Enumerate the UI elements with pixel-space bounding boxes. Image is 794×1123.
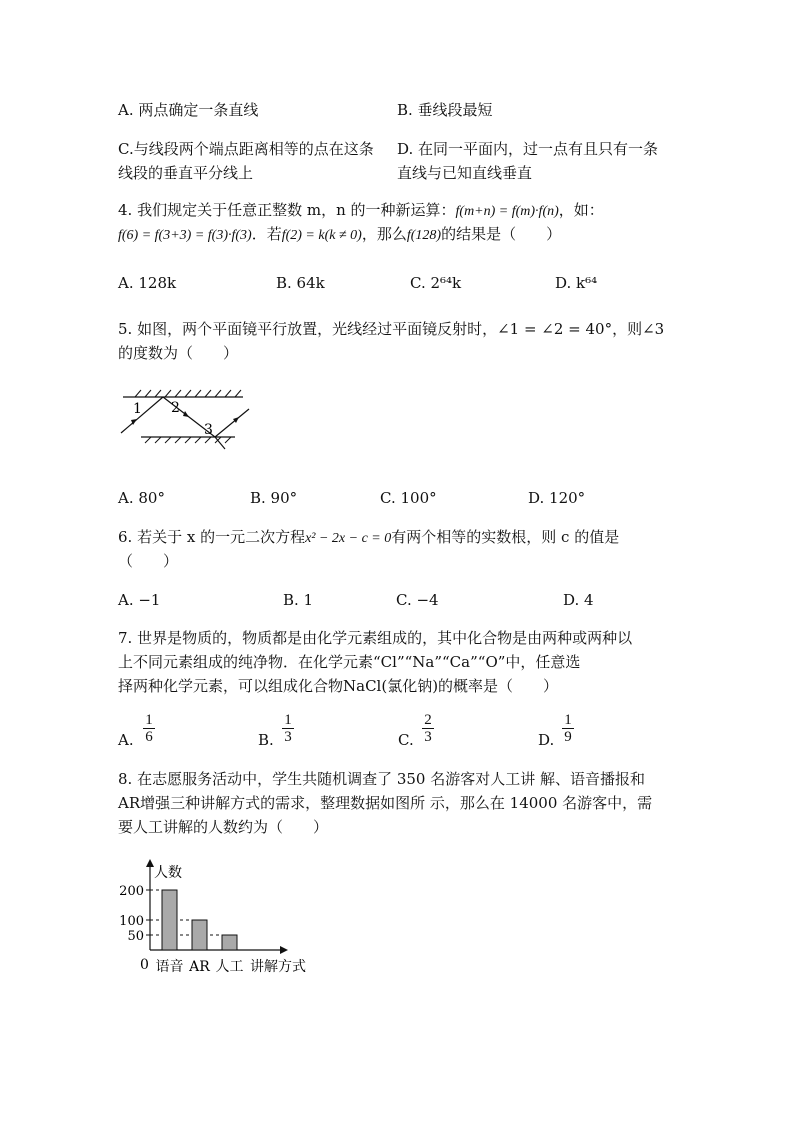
q6-option-c: C. −4 [396,591,439,609]
q4-stem-b: ，如： [558,201,604,219]
y-tick-label: 50 [127,929,144,944]
q6-stem-b: 有两个相等的实数根，则 c 的值是 [391,528,620,546]
q3-option-d-line1: D. 在同一平面内，过一点有且只有一条 [397,140,659,158]
fraction-numerator: 2 [424,712,432,728]
q4-option-c: C. 2⁶⁴k [410,274,462,292]
reflected-ray-extension [215,437,225,449]
y-axis-label: 人数 [154,865,182,881]
fraction-numerator: 1 [564,712,572,728]
q8-stem-line2: AR增强三种讲解方式的需求，整理数据如图所 示，那么在 14000 名游客中，需 [118,794,653,812]
q4-stem-d: ，那么 [361,225,407,243]
incident-ray [121,397,163,433]
q7-option-c-letter: C. [398,731,414,749]
category-label: 人工 [215,959,244,975]
q3-option-b: B. 垂线段最短 [397,101,493,119]
angle-label-1: 1 [133,401,142,417]
q5-stem-line2: 的度数为（ ） [118,344,239,362]
q5-option-a: A. 80° [118,489,165,507]
q3-option-d-line2: 直线与已知直线垂直 [397,164,533,182]
q4-option-b: B. 64k [276,274,325,292]
q6-formula: x² − 2x − c = 0 [305,531,392,546]
q6-stem-a: 6. 若关于 x 的一元二次方程 [118,528,306,546]
top-mirror-hatching [135,390,241,397]
chart-categories [156,959,244,975]
fraction-denominator: 6 [145,729,153,745]
x-axis-arrow [280,946,288,954]
q7-option-c-fraction [422,713,434,744]
q5-option-d: D. 120° [528,489,586,507]
bar-语音 [162,890,177,950]
q4-stem-a: 4. 我们规定关于任意正整数 m，n 的一种新运算： [118,201,456,219]
fraction-numerator: 1 [284,712,292,728]
category-label: 语音 [155,959,184,975]
q3-option-a: A. 两点确定一条直线 [118,101,259,119]
q7-stem-line1: 7. 世界是物质的，物质都是由化学元素组成的，其中化合物是由两种或两种以 [118,629,633,647]
angle-label-2: 2 [171,400,180,416]
chart-bars [162,890,237,950]
q5-option-b: B. 90° [250,489,298,507]
q4-formula-4: f(128) [406,228,442,243]
y-tick-label: 200 [119,884,144,899]
category-label: AR [189,959,210,975]
chart-gridlines [150,890,222,935]
y-axis-arrow [146,859,154,867]
q4-option-a: A. 128k [118,274,177,292]
x-axis-label: 讲解方式 [250,959,306,975]
q4-formula-1: f(m+n) = f(m)·f(n) [455,204,559,219]
q6-stem-line2: （ ） [118,552,179,570]
q7-stem-line3: 择两种化学元素，可以组成化合物NaCl(氯化钠)的概率是（ ） [118,677,559,695]
q5-stem-line1: 5. 如图，两个平面镜平行放置，光线经过平面镜反射时，∠1 = ∠2 = 40°，则∠3 [118,320,665,338]
q7-option-b-letter: B. [258,731,274,749]
origin-label: 0 [140,957,149,973]
q6-option-a: A. −1 [118,591,161,609]
q4-formula-2: f(6) = f(3+3) = f(3)·f(3) [118,228,252,243]
q7-option-b-fraction [282,713,294,744]
fraction-denominator: 9 [564,729,572,745]
q4-stem-c: ．若 [251,225,282,243]
q4-stem-line1 [118,200,604,222]
q3-option-c-line1: C.与线段两个端点距离相等的点在这条 [118,140,374,158]
fraction-denominator: 3 [284,729,292,745]
q7-option-d-fraction [562,713,574,744]
q8-stem-line3: 要人工讲解的人数约为（ ） [118,818,329,836]
q6-stem-line1 [118,527,619,549]
q6-option-b: B. 1 [283,591,314,609]
q4-option-d: D. k⁶⁴ [555,274,598,292]
q7-option-a-fraction [143,713,155,744]
bar-人工 [222,935,237,950]
y-tick-label: 100 [119,914,144,929]
q6-option-d: D. 4 [563,591,594,609]
second-reflected-ray [215,409,249,437]
q4-stem-e: 的结果是（ ） [441,225,562,243]
q8-stem-line1: 8. 在志愿服务活动中，学生共随机调查了 350 名游客对人工讲 解、语音播报和 [118,770,646,788]
bar-AR [192,920,207,950]
fraction-numerator: 1 [145,712,153,728]
q4-stem-line2 [118,224,561,246]
bar-chart [110,855,330,980]
q7-stem-line2: 上不同元素组成的纯净物．在化学元素“Cl”“Na”“Ca”“O”中，任意选 [118,653,581,671]
q5-option-c: C. 100° [380,489,437,507]
q7-option-d-letter: D. [538,731,555,749]
fraction-denominator: 3 [424,729,432,745]
q7-option-a-letter: A. [118,731,134,749]
angle-label-3: 3 [204,422,213,438]
reflected-ray-arrow [183,411,189,417]
mirror-figure [115,385,255,460]
chart-y-ticks [119,884,150,944]
q3-option-c-line2: 线段的垂直平分线上 [118,164,254,182]
q4-formula-3: f(2) = k(k ≠ 0) [281,228,362,243]
